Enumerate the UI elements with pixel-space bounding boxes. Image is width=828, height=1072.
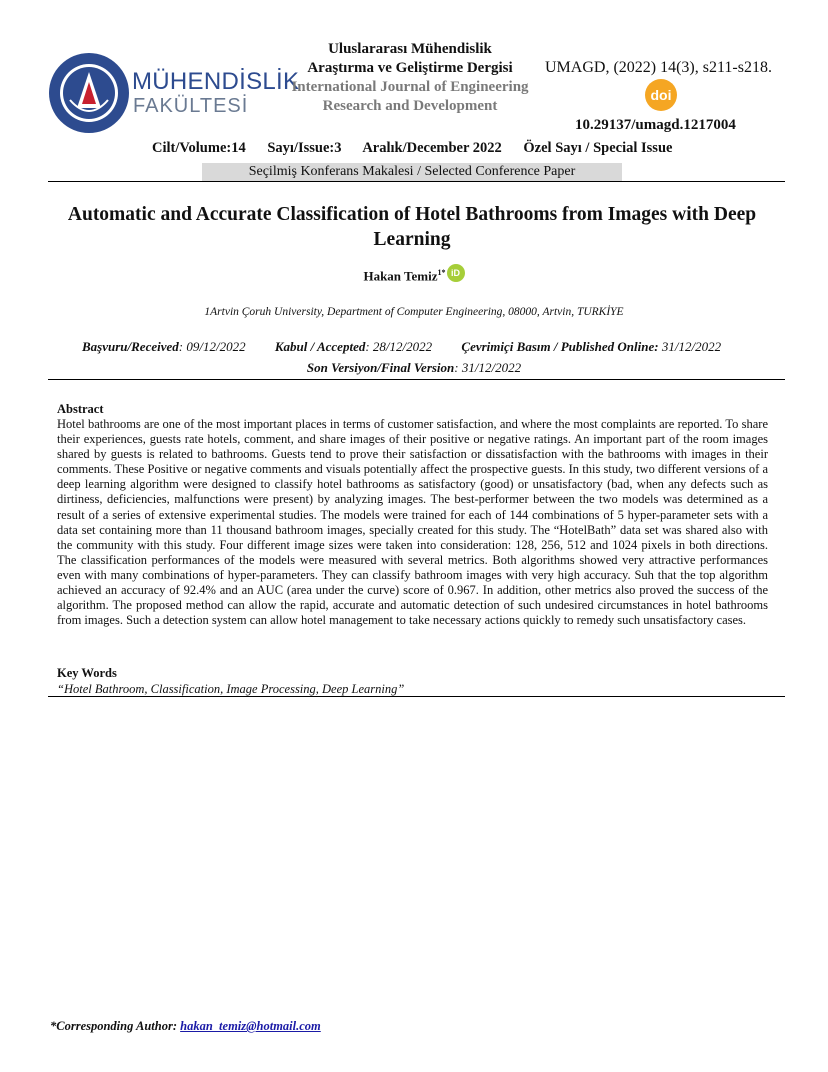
issue-date: Aralık/December 2022 [362,140,502,156]
keywords-heading: Key Words [57,666,117,680]
issue-info [152,139,690,157]
accepted-date: : 28/12/2022 [365,339,433,354]
final-version-date: : 31/12/2022 [454,360,522,375]
journal-title-en: International Journal of Engineering Research and Development [291,79,529,114]
corresponding-author [50,1019,321,1034]
article-title: Automatic and Accurate Classification of Hotel Bathrooms from Images with Deep Learning [67,204,757,250]
special-issue: Özel Sayı / Special Issue [523,140,673,156]
faculty-logo [48,52,130,134]
issue: Sayı/Issue:3 [267,140,342,156]
title-block-divider [48,379,785,380]
author-line [0,268,828,286]
citation-reference: UMAGD, (2022) 14(3), s211-s218. [545,59,772,76]
final-version-line [0,360,828,376]
author-affiliation: 1Artvin Çoruh University, Department of Computer Engineering, 08000, Artvin, TURKİYE [204,306,624,318]
journal-title-tr-line2: Araştırma ve Geliştirme Dergisi [307,60,513,76]
dates-line [82,339,721,355]
abstract-heading: Abstract [57,402,104,416]
received-label: Başvuru/Received [82,339,179,354]
corresponding-label: *Corresponding Author: [50,1019,181,1033]
published-online-date: 31/12/2022 [658,339,722,354]
header-divider [48,181,785,182]
abstract-body: Hotel bathrooms are one of the most important places in terms of customer satisfaction, and where the most complaints are reported. To share their experiences, guests rate hotels, comment, and share images of their positive or negative ratings. An important part of the room images shared by guests is related to bathrooms. Guests tend to prove their satisfaction or dissatisfaction with the bathrooms with images in their comments. These Positive or negative comments and visuals potentially affect the prospective guests. In this study, two different versions of a deep learning algorithm were designed to classify hotel bathrooms as satisfactory (good) or unsatisfactory (bad, when any defects such as dirtiness, deficiencies, malfunctions were present) by analyzing images. The best-performer between the two models was determined as a result of a series of extensive experimental studies. The models were trained for each of 144 combinations of 5 hyper-parameter sets with a data set containing more than 11 thousand bathroom images, specially created for this study. The “HotelBath” data set was shared also with the community with this study. Four different image sizes were taken into consideration: 128, 256, 512 and 1024 pixels in both directions. The classification performances of the models were measured with several metrics. Both algorithms showed very attractive performances even with many combinations of hyper-parameters. They can classify bathroom images with very high accuracy. Suh that the top algorithm achieved an accuracy of 92.4% and an AUC (area under the curve) score of 0.967. In addition, other metrics also proved the success of the algorithm. The proposed method can allow the rapid, accurate and automatic detection of such undesired circumstances in hotel bathrooms from images. Such a detection system can allow hotel management to take necessary actions quickly to remedy such unsatisfactory cases. [57,417,768,628]
author-superscript: 1* [437,268,446,277]
keywords-divider [48,696,785,697]
journal-title-tr-line1: Uluslararası Mühendislik [328,41,492,57]
doi-number[interactable]: 10.29137/umagd.1217004 [575,117,736,133]
published-online-label: Çevrimiçi Basım / Published Online: [461,339,659,354]
accepted-label: Kabul / Accepted [274,339,366,354]
author-name: Hakan Temiz [363,268,438,284]
orcid-icon[interactable]: iD [447,264,465,282]
keywords-list: “Hotel Bathroom, Classification, Image Processing, Deep Learning” [57,682,405,696]
received-date: : 09/12/2022 [178,339,246,354]
corresponding-email-link[interactable]: hakan_temiz@hotmail.com [180,1019,321,1033]
faculty-name-line2: FAKÜLTESİ [133,95,249,117]
doi-icon[interactable] [641,78,681,112]
final-version-label: Son Versiyon/Final Version [306,360,455,375]
doi-badge-label: doi [650,87,672,103]
paper-type-banner: Seçilmiş Konferans Makalesi / Selected Conference Paper [202,163,622,181]
volume: Cilt/Volume:14 [152,140,246,156]
faculty-name-line1: MÜHENDİSLİK [132,68,300,95]
